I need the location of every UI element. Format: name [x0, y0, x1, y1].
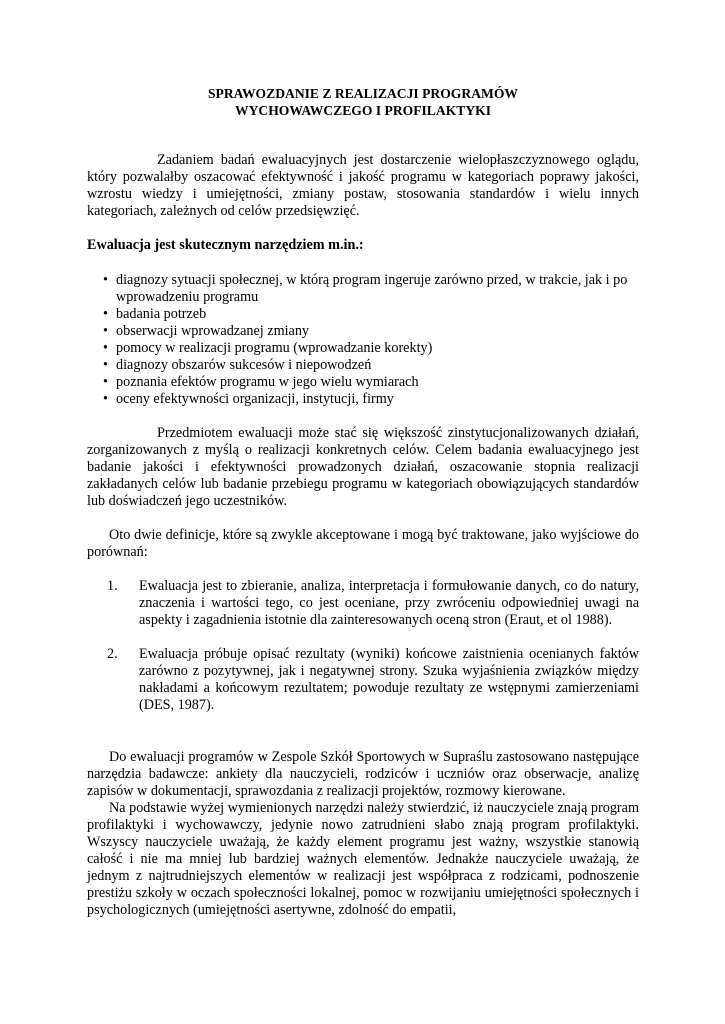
definition-item: [107, 578, 639, 629]
section-heading: Ewaluacja jest skutecznym narzędziem m.in.:: [87, 237, 364, 253]
bullet-icon: •: [103, 323, 108, 339]
bullet-list: [87, 272, 639, 408]
list-item: [87, 340, 639, 357]
definition-number: 1.: [107, 578, 118, 594]
list-item: [87, 391, 639, 408]
document-page: [87, 85, 639, 919]
list-item-text: oceny efektywności organizacji, instytucji, firmy: [116, 391, 394, 407]
definitions-list: [87, 578, 639, 714]
definition-item: [107, 646, 639, 714]
list-item: [87, 374, 639, 391]
document-title: [87, 85, 639, 119]
bullet-icon: •: [103, 306, 108, 322]
intro-paragraph: Zadaniem badań ewaluacyjnych jest dostarczenie wielopłaszczyznowego oglądu, który pozwalałby oszacować efektywność i jakość programu w kategoriach poprawy jakości, wzrostu wiedzy i umiejętności, zmiany postaw, stosowania standardów i wielu innych kategoriach, zależnych od celów przedsięwzięć.: [87, 152, 639, 219]
list-item-text: poznania efektów programu w jego wielu wymiarach: [116, 374, 419, 390]
list-item-text: badania potrzeb: [116, 306, 207, 322]
bullet-icon: •: [103, 357, 108, 373]
bullet-icon: •: [103, 391, 108, 407]
tools-paragraph: Do ewaluacji programów w Zespole Szkół Sportowych w Supraślu zastosowano następujące narzędzia badawcze: ankiety dla nauczycieli, rodziców i uczniów oraz obserwacje, analizę zapisów w dokumentacji, sprawozdania z realizacji projektów, rozmowy kierowane.: [87, 749, 639, 799]
list-item: [87, 357, 639, 374]
definitions-intro-paragraph: Oto dwie definicje, które są zwykle akceptowane i mogą być traktowane, jako wyjściowe do porównań:: [87, 527, 639, 560]
list-item-text: obserwacji wprowadzanej zmiany: [116, 323, 310, 339]
definition-number: 2.: [107, 646, 118, 662]
list-item-text: pomocy w realizacji programu (wprowadzanie korekty): [116, 340, 433, 356]
list-item-text: diagnozy obszarów sukcesów i niepowodzeń: [116, 357, 372, 373]
document-title-line-1: SPRAWOZDANIE Z REALIZACJI PROGRAMÓW: [207, 86, 519, 101]
conclusions-paragraph: Na podstawie wyżej wymienionych narzędzi należy stwierdzić, iż nauczyciele znają program profilaktyki i wychowawczy, jedynie nowo zatrudnieni słabo znają program profilaktyki. Wszyscy nauczyciele uważają, że każdy element programu jest ważny, wszystkie stanowią całość i nie ma mniej lub bardziej ważnych elementów. Jednakże nauczyciele uważają, że jednym z najtrudniejszych elementów w realizacji jest współpraca z rodzicami, podnoszenie prestiżu szkoły w oczach społeczności lokalnej, pomoc w rozwijaniu umiejętności społecznych i psychologicznych (umiejętności asertywne, zdolność do empatii,: [87, 800, 639, 918]
bullet-icon: •: [103, 272, 108, 288]
definition-text: Ewaluacja próbuje opisać rezultaty (wyniki) końcowe zaistnienia ocenianych faktów zarówno z pozytywnej, jak i negatywnej strony. Szuka wyjaśnienia związków między nakładami a końcowym rezultatem; powoduje rezultaty ze wstępnymi zamierzeniami (DES, 1987).: [139, 646, 639, 713]
bullet-icon: •: [103, 340, 108, 356]
document-title-line-2: WYCHOWAWCZEGO I PROFILAKTYKI: [234, 103, 492, 118]
bullet-icon: •: [103, 374, 108, 390]
list-item: [87, 306, 639, 323]
list-item: [87, 272, 639, 306]
list-item-text: diagnozy sytuacji społecznej, w którą program ingeruje zarówno przed, w trakcie, jak i po wprowadzeniu programu: [116, 272, 628, 305]
definition-text: Ewaluacja jest to zbieranie, analiza, interpretacja i formułowanie danych, co do natury, znaczenia i wartości tego, co jest oceniane, przy zwróceniu odpowiedniej uwagi na aspekty i zagadnienia istotnie dla zainteresowanych oceną stron (Eraut, et ol 1988).: [139, 578, 639, 628]
przedmiotem-paragraph: Przedmiotem ewaluacji może stać się większość zinstytucjonalizowanych działań, zorganizowanych z myślą o realizacji konkretnych celów. Celem badania ewaluacyjnego jest badanie jakości i efektywności prowadzonych działań, oszacowanie stopnia realizacji zakładanych celów lub badanie przebiegu programu w kategoriach obowiązujących standardów lub doświadczeń jego uczestników.: [87, 425, 639, 509]
list-item: [87, 323, 639, 340]
